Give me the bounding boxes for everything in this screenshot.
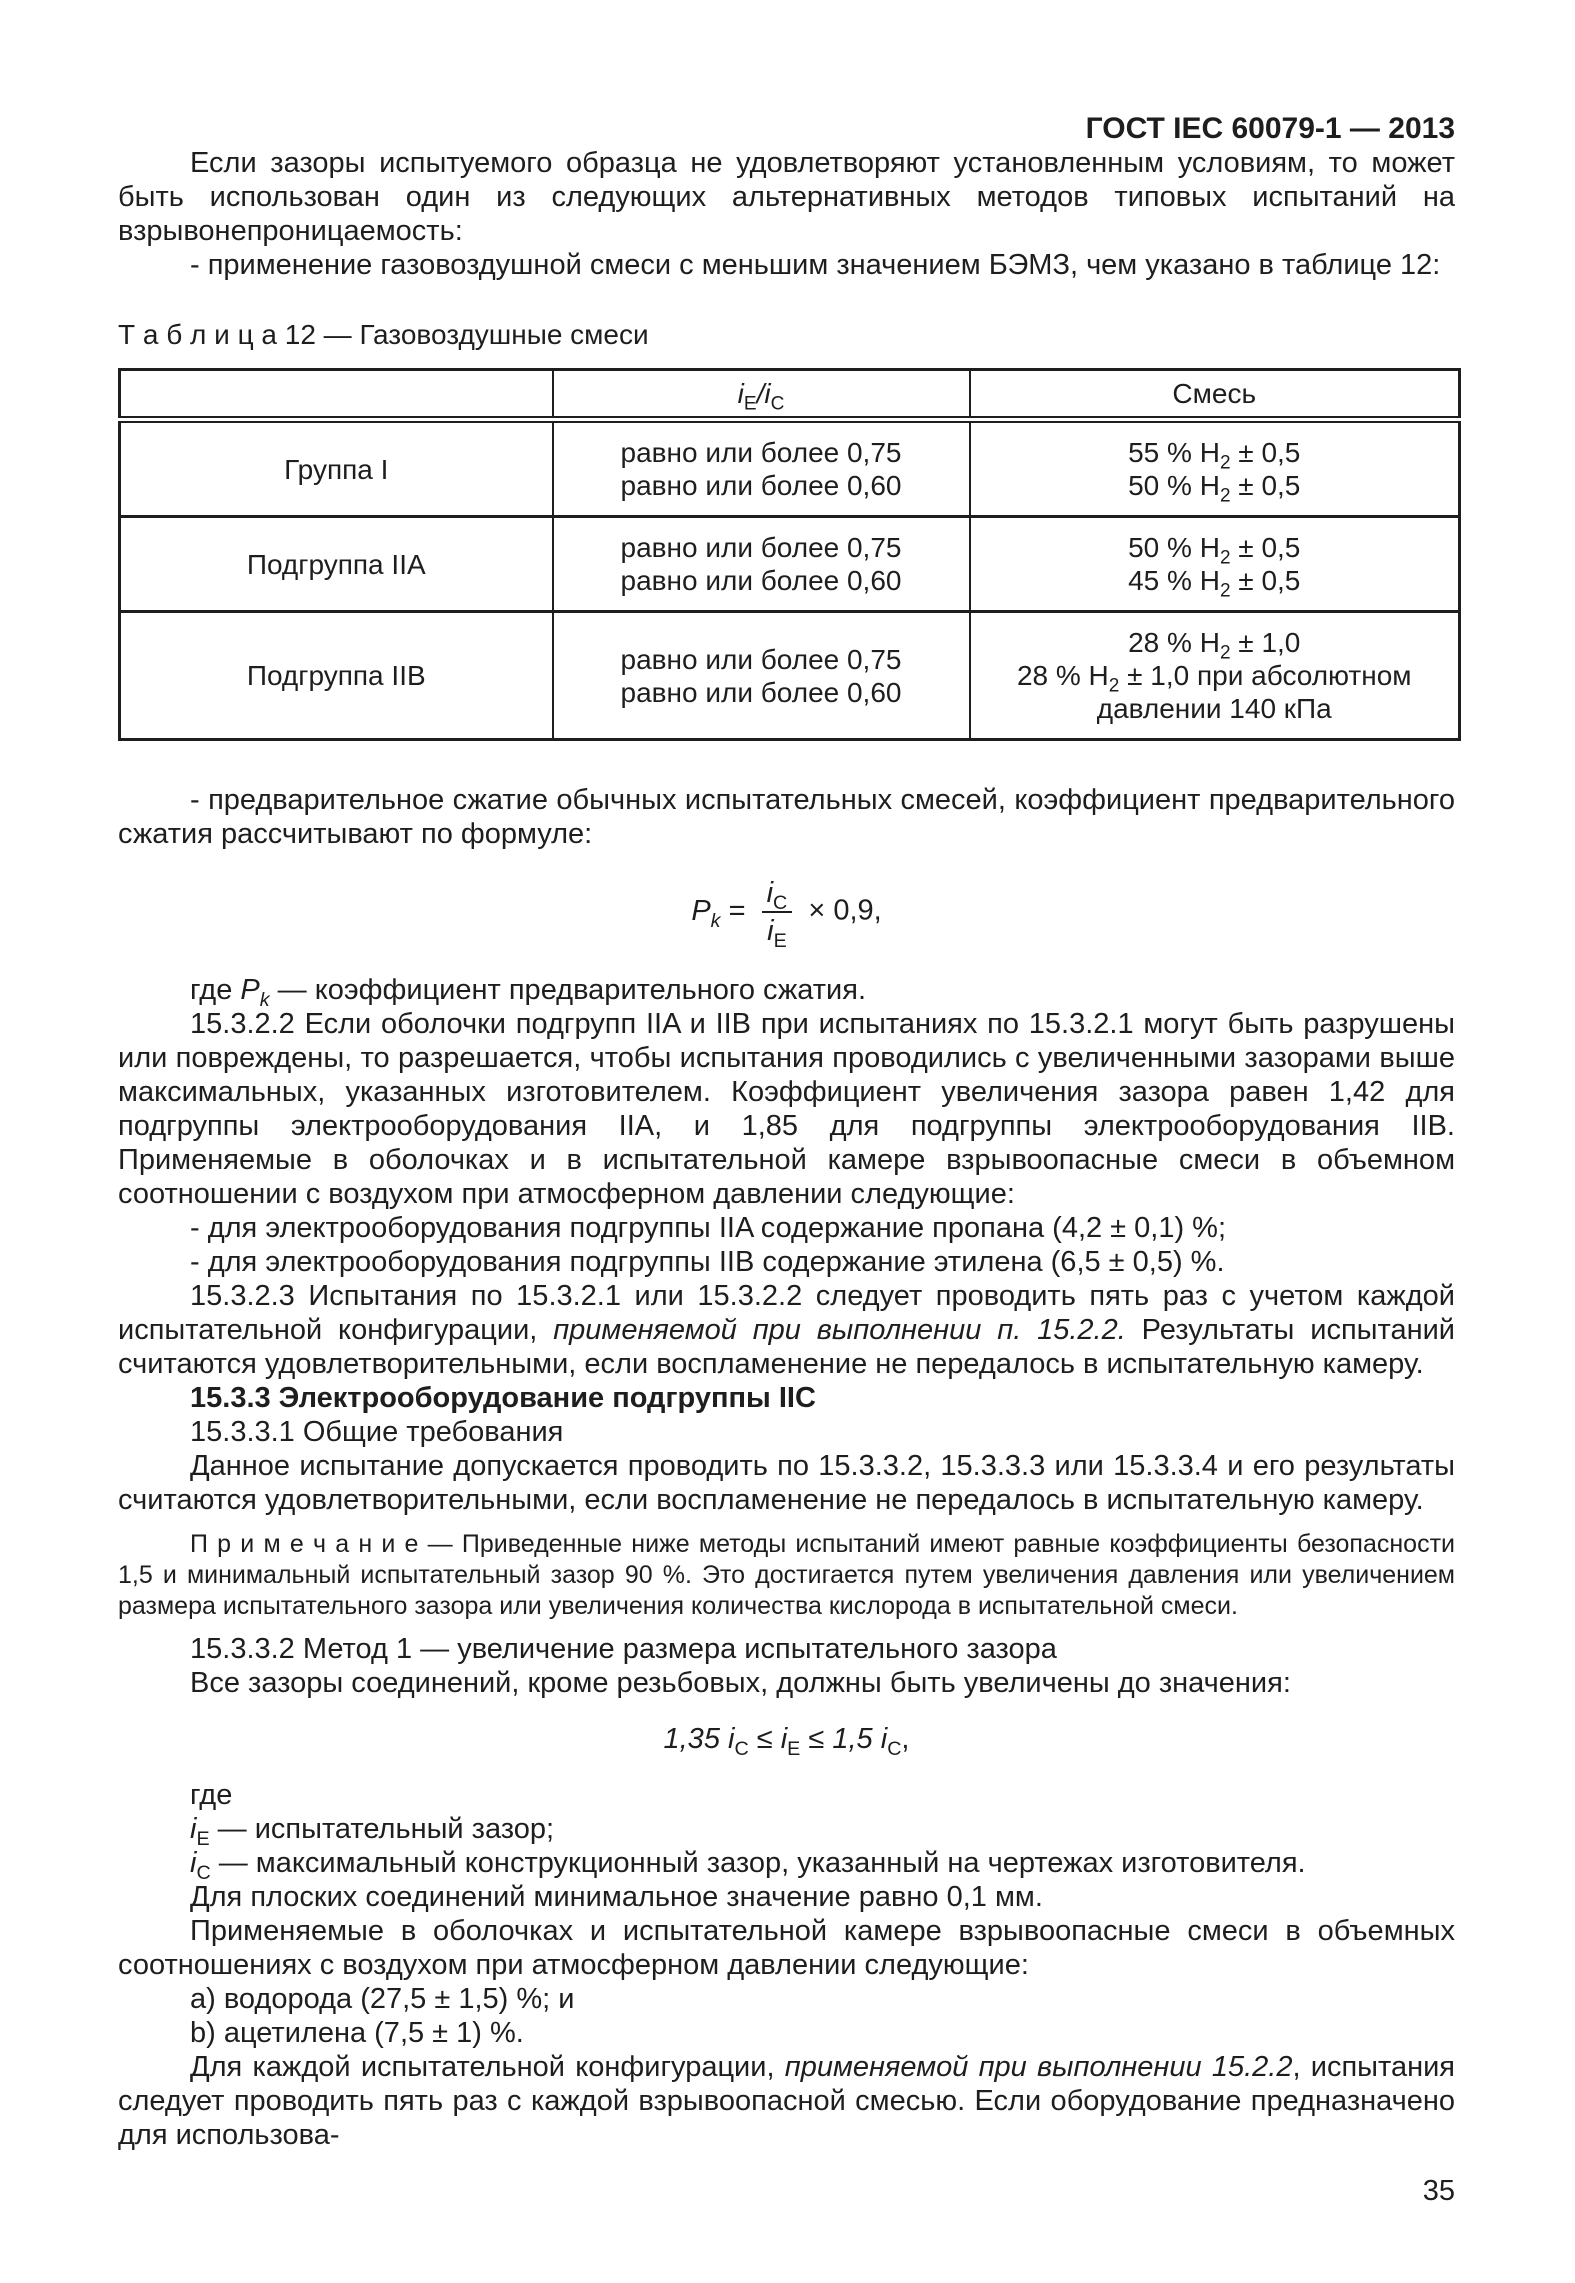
group-name-cell: Подгруппа IIB (246, 660, 426, 691)
table12 (118, 368, 1461, 741)
paragraph-precompression: - предварительное сжатие обычных испытательных смесей, коэффициент предварительного сжатия рассчитывают по формуле: (118, 784, 1455, 850)
table12-header-row (120, 370, 1460, 420)
definition-ie: $i_E$ — испытательный зазор; (190, 1813, 555, 1850)
ratio-cell: равно или более 0,75 равно или более 0,60 (553, 612, 970, 740)
table-row-group-i (120, 420, 1460, 517)
list-item-iia-propane: - для электрооборудования подгруппы IIA содержание пропана (4,2 ± 0,1) %; (190, 1212, 1227, 1244)
table-row-subgroup-iia (120, 517, 1460, 612)
paragraph-flat-joints: Для плоских соединений минимальное значение равно 0,1 мм. (190, 1881, 1043, 1913)
mix-cell: 50 % $H_2 \pm 0,5$ 45 % $H_2 \pm 0,5$ (970, 517, 1460, 612)
list-item-iib-ethylene: - для электрооборудования подгруппы IIB содержание этилена (6,5 ± 0,5) %. (190, 1246, 1225, 1278)
paragraph-final: Для каждой испытательной конфигурации, применяемой при выполнении 15.2.2, испытания следует проводить пять раз с каждой взрывоопасной смесью. Если оборудование предназначено для использова- (118, 2051, 1455, 2151)
page-number: 35 (1422, 2175, 1455, 2207)
formula-lhs: $P_k$ = (691, 894, 754, 932)
heading-15-3-3: 15.3.3 Электрооборудование подгруппы IIC (190, 1382, 816, 1414)
mix-cell: 55 % $H_2 \pm 0,5$ 50 % $H_2 \pm 0,5$ (970, 420, 1460, 517)
table12-caption: Т а б л и ц а 12 — Газовоздушные смеси (118, 319, 649, 350)
document-code: ГОСТ IEC 60079-1 — 2013 (1085, 112, 1455, 145)
table12-header-mix: Смесь (970, 370, 1460, 420)
list-item-acetylene: b) ацетилена (7,5 ± 1) %. (190, 2017, 524, 2049)
paragraph-general-requirements: Данное испытание допускается проводить по 15.3.3.2, 15.3.3.3 или 15.3.3.4 и его результаты считаются удовлетворительными, если воспламенение не передалось в испытательную камеру. (118, 1450, 1455, 1516)
ratio-cell: равно или более 0,75 равно или более 0,60 (553, 517, 970, 612)
formula-fraction (762, 877, 793, 952)
table12-header-empty (120, 370, 553, 420)
definition-ic: $i_C$ — максимальный конструкционный зазор, указанный на чертежах изготовителя. (190, 1847, 1306, 1884)
list-item-hydrogen: a) водорода (27,5 ± 1,5) %; и (190, 1983, 575, 2015)
table12-header-ratio: $i_E/i_C$ (553, 370, 970, 420)
formula-gap-range: 1,35 $i_C \le i_E \le 1,5$ $i_C$, (663, 1723, 910, 1760)
fraction-numerator: $i_C$ (762, 877, 793, 913)
formula-rhs: × 0,9, (800, 894, 882, 927)
table-row-subgroup-iib (120, 612, 1460, 740)
note-safety-coefficients: П р и м е ч а н и е — Приведенные ниже методы испытаний имеют равные коэффициенты безопасности 1,5 и минимальный испытательный зазор 90 %. Это достигается путем увеличения давления или увеличением размера испытательного зазора или увеличения количества кислорода в испытательной смеси. (118, 1530, 1455, 1620)
paragraph-15-3-2-3: 15.3.2.3 Испытания по 15.3.2.1 или 15.3.2.2 следует проводить пять раз с учетом каждой испытательной конфигурации, применяемой при выполнении п. 15.2.2. Результаты испытаний считаются удовлетворительными, если воспламенение не передалось в испытательную камеру. (118, 1280, 1456, 1380)
formula-precompression (118, 877, 1455, 952)
ratio-cell: равно или более 0,75 равно или более 0,60 (553, 420, 970, 517)
heading-15-3-3-2: 15.3.3.2 Метод 1 — увеличение размера испытательного зазора (190, 1633, 1057, 1665)
paragraph-15-3-2-2: 15.3.2.2 Если оболочки подгрупп IIA и IIB при испытаниях по 15.3.2.1 могут быть разрушены или повреждены, то разрешается, чтобы испытания проводились с увеличенными зазорами выше максимальных, указанных изготовителем. Коэффициент увеличения зазора равен 1,42 для подгруппы электрооборудования IIA, и 1,85 для подгруппы электрооборудования IIB. Применяемые в оболочках и в испытательной камере взрывоопасные смеси в объемном соотношении с воздухом при атмосферном давлении следующие: (118, 1008, 1455, 1210)
paragraph-alt-method-gas: - применение газовоздушной смеси с меньшим значением БЭМЗ, чем указано в таблице 12: (190, 249, 1441, 281)
paragraph-method1-intro: Все зазоры соединений, кроме резьбовых, должны быть увеличены до значения: (190, 1667, 1291, 1699)
paragraph-intro: Если зазоры испытуемого образца не удовлетворяют установленным условиям, то может быть использован один из следующих альтернативных методов типовых испытаний на взрывонепроницаемость: (118, 147, 1455, 247)
group-name-cell: Группа I (284, 453, 389, 485)
paragraph-mixtures: Применяемые в оболочках и испытательной камере взрывоопасные смеси в объемных соотношениях с воздухом при атмосферном давлении следующие: (118, 1915, 1455, 1981)
paragraph-pk-definition: где $P_k$ — коэффициент предварительного сжатия. (190, 974, 867, 1011)
fraction-denominator: $i_E$ (767, 915, 787, 952)
mix-cell: 28 % $H_2 \pm 1,0$ 28 % $H_2 \pm 1,0$ при абсолютном давлении 140 кПа (970, 612, 1460, 740)
group-name-cell: Подгруппа IIA (246, 548, 426, 580)
paragraph-gde: где (190, 1779, 233, 1811)
heading-15-3-3-1: 15.3.3.1 Общие требования (190, 1416, 564, 1448)
